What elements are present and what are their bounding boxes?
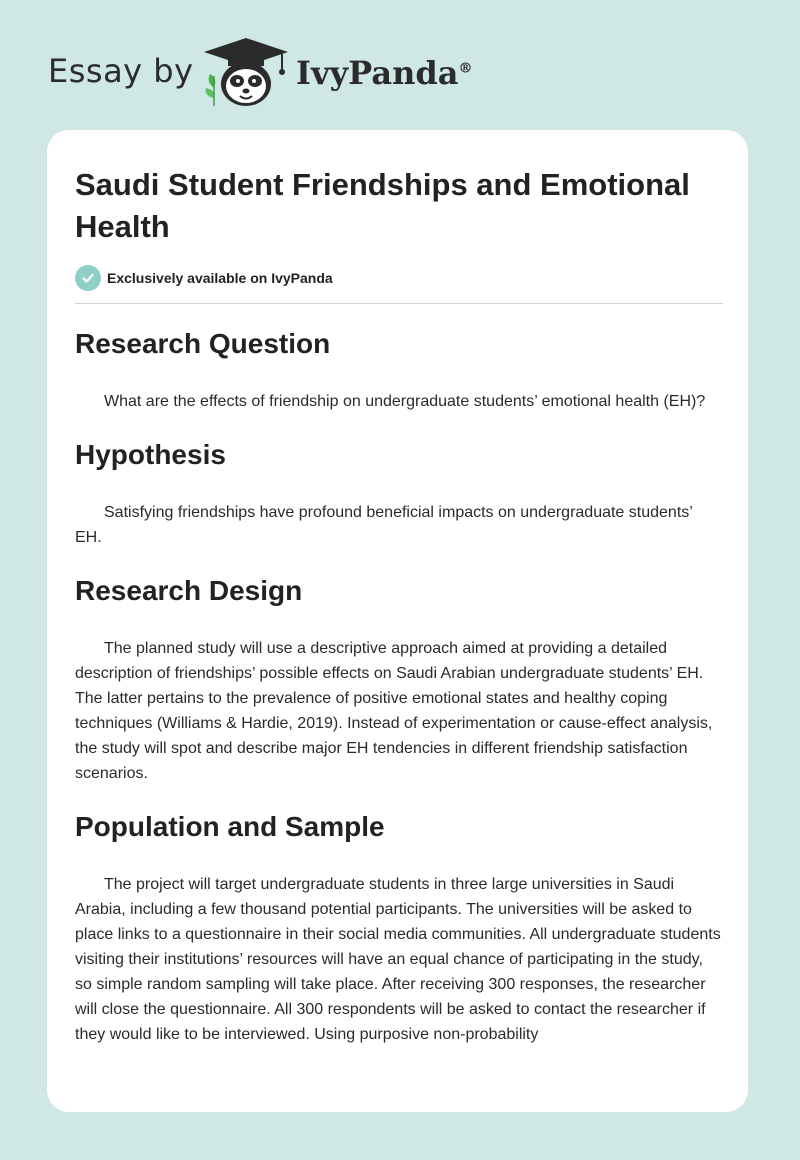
essay-card	[47, 130, 748, 1112]
exclusive-label: Exclusively available on IvyPanda	[107, 270, 333, 286]
section-body-hypothesis: Satisfying friendships have profound beneficial impacts on undergraduate students’ EH.	[75, 504, 693, 546]
section-heading-hypothesis: Hypothesis	[75, 439, 226, 470]
section-body-research-question: What are the effects of friendship on undergraduate students’ emotional health (EH)?	[104, 393, 706, 410]
section-heading-research-question: Research Question	[75, 328, 331, 359]
check-icon	[75, 265, 101, 291]
brand-name[interactable]	[296, 54, 472, 92]
brand-name-text: IvyPanda	[296, 54, 459, 92]
exclusive-badge	[75, 265, 723, 291]
brand-prefix: Essay by	[48, 52, 194, 90]
section-heading-research-design: Research Design	[75, 575, 303, 606]
section-body-research-design: The planned study will use a descriptive approach aimed at providing a detailed description of friendships’ possible effects on Saudi Arabian undergraduate students’ EH. The latter pertains to the prevalence of positive emotional states and healthy coping techniques (Williams & Hardie, 2019). Instead of experimentation or cause-effect analysis, the study will spot and describe major EH tendencies in different friendship satisfaction scenarios.	[75, 640, 713, 782]
panda-logo-icon[interactable]	[200, 36, 292, 113]
page-title: Saudi Student Friendships and Emotional Health	[75, 167, 690, 244]
registered-mark: ®	[458, 60, 473, 77]
site-header	[0, 0, 800, 125]
section-body-population-and-sample: The project will target undergraduate students in three large universities in Saudi Arabia, including a few thousand potential participants. The universities will be asked to place links to a questionnaire in their social media communities. All undergraduate students visiting their institutions’ resources will have an equal chance of participating in the study, so simple random sampling will take place. After receiving 300 responses, the researcher will close the questionnaire. All 300 respondents will be asked to contact the researcher if they would like to be interviewed. Using purposive non-probability	[75, 876, 721, 1043]
section-heading-population-and-sample: Population and Sample	[75, 811, 385, 842]
essay-content	[75, 164, 723, 1047]
divider	[75, 303, 723, 304]
